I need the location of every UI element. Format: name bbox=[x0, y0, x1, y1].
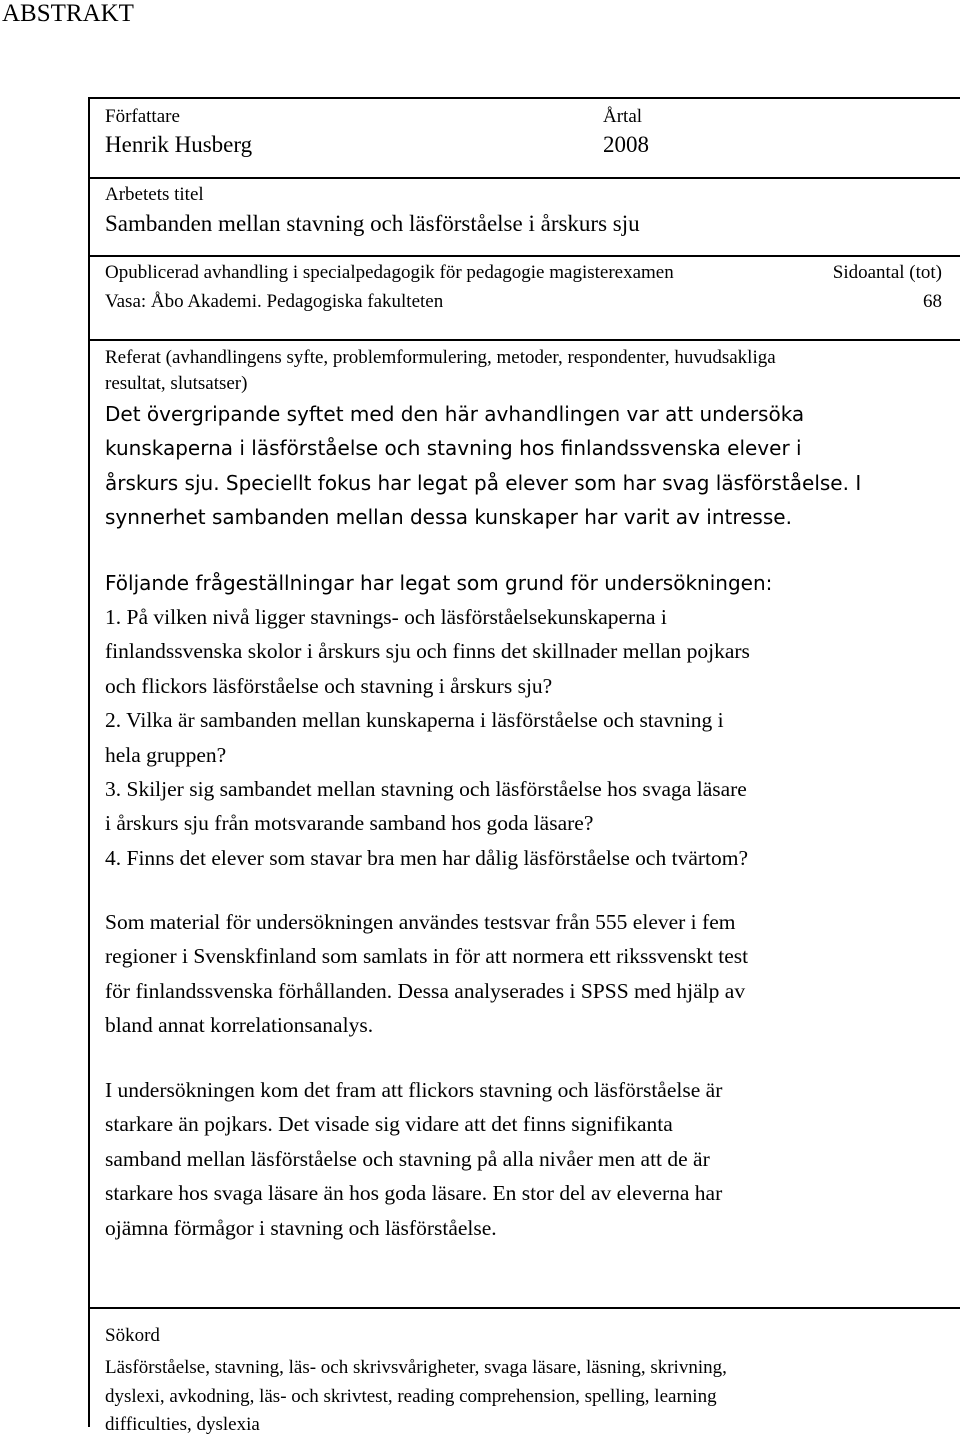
author-name: Henrik Husberg bbox=[105, 132, 253, 157]
text-line: ojämna förmågor i stavning och läsförståelse. bbox=[105, 1215, 497, 1240]
question-line: i årskurs sju från motsvarande samband hos goda läsare? bbox=[105, 811, 594, 836]
keywords-section bbox=[90, 1309, 960, 1435]
text-line: regioner i Svenskfinland som samlats in för att normera ett rikssvenskt test bbox=[105, 944, 749, 969]
question-line: 3. Skiljer sig sambandet mellan stavning och läsförståelse hos svaga läsare bbox=[105, 777, 747, 802]
text-line: samband mellan läsförståelse och stavning på alla nivåer men att de är bbox=[105, 1146, 710, 1171]
keyword-line: difficulties, dyslexia bbox=[105, 1414, 260, 1435]
pages-label: Sidoantal (tot) bbox=[832, 262, 942, 283]
year-value: 2008 bbox=[603, 132, 649, 157]
research-questions bbox=[105, 600, 750, 875]
text-line: årskurs sju. Speciellt fokus har legat på elever som har svag läsförståelse. I bbox=[105, 470, 862, 495]
year-label: Årtal bbox=[603, 106, 643, 127]
author-label: Författare bbox=[105, 106, 180, 127]
title-label: Arbetets titel bbox=[105, 184, 204, 205]
abstract-label-line1: Referat (avhandlingens syfte, problemformulering, metoder, respondenter, huvudsakliga bbox=[105, 347, 776, 368]
abstract-section bbox=[90, 341, 960, 1309]
text-line: Som material för undersökningen användes testsvar från 555 elever i fem bbox=[105, 910, 736, 934]
question-line: 4. Finns det elever som stavar bra men har dålig läsförståelse och tvärtom? bbox=[105, 845, 749, 870]
text-line: för finlandssvenska förhållanden. Dessa analyserades i SPSS med hjälp av bbox=[105, 978, 746, 1003]
research-questions-intro: Följande frågeställningar har legat som grund för undersökningen: bbox=[105, 571, 773, 595]
title-section bbox=[90, 179, 960, 257]
text-line: Det övergripande syftet med den här avhandlingen var att undersöka bbox=[105, 402, 805, 426]
publication-institution: Vasa: Åbo Akademi. Pedagogiska fakulteten bbox=[105, 291, 444, 312]
abstract-label-line2: resultat, slutsatser) bbox=[105, 373, 248, 394]
abstract-purpose-paragraph bbox=[105, 397, 861, 535]
page-heading: ABSTRAKT bbox=[2, 0, 134, 27]
text-line: kunskaperna i läsförståelse och stavning hos finlandssvenska elever i bbox=[105, 436, 802, 461]
results-paragraph bbox=[105, 1073, 722, 1245]
text-line: synnerhet sambanden mellan dessa kunskaper har varit av intresse. bbox=[105, 505, 792, 530]
keyword-line: dyslexi, avkodning, läs- och skrivtest, reading comprehension, spelling, learning bbox=[105, 1385, 717, 1407]
keyword-line: Läsförståelse, stavning, läs- och skrivsvårigheter, svaga läsare, läsning, skrivning, bbox=[105, 1357, 727, 1378]
material-paragraph bbox=[105, 905, 748, 1043]
pages-value: 68 bbox=[923, 291, 942, 312]
publication-type: Opublicerad avhandling i specialpedagogik för pedagogie magisterexamen bbox=[105, 262, 674, 283]
text-line: I undersökningen kom det fram att flickors stavning och läsförståelse är bbox=[105, 1078, 723, 1102]
author-year-section bbox=[90, 99, 960, 179]
question-line: och flickors läsförståelse och stavning i årskurs sju? bbox=[105, 673, 553, 698]
keywords-label: Sökord bbox=[105, 1325, 160, 1346]
text-line: starkare hos svaga läsare än hos goda läsare. En stor del av eleverna har bbox=[105, 1181, 723, 1206]
text-line: starkare än pojkars. Det visade sig vidare att det finns signifikanta bbox=[105, 1112, 673, 1137]
title-value: Sambanden mellan stavning och läsförståelse i årskurs sju bbox=[105, 211, 640, 236]
abstract-form bbox=[88, 97, 960, 1435]
publication-section bbox=[90, 257, 960, 341]
question-line: 2. Vilka är sambanden mellan kunskaperna i läsförståelse och stavning i bbox=[105, 708, 724, 733]
question-line: hela gruppen? bbox=[105, 742, 227, 767]
question-line: finlandssvenska skolor i årskurs sju och finns det skillnader mellan pojkars bbox=[105, 639, 750, 664]
question-line: 1. På vilken nivå ligger stavnings- och läsförståelsekunskaperna i bbox=[105, 605, 667, 629]
text-line: bland annat korrelationsanalys. bbox=[105, 1013, 374, 1038]
